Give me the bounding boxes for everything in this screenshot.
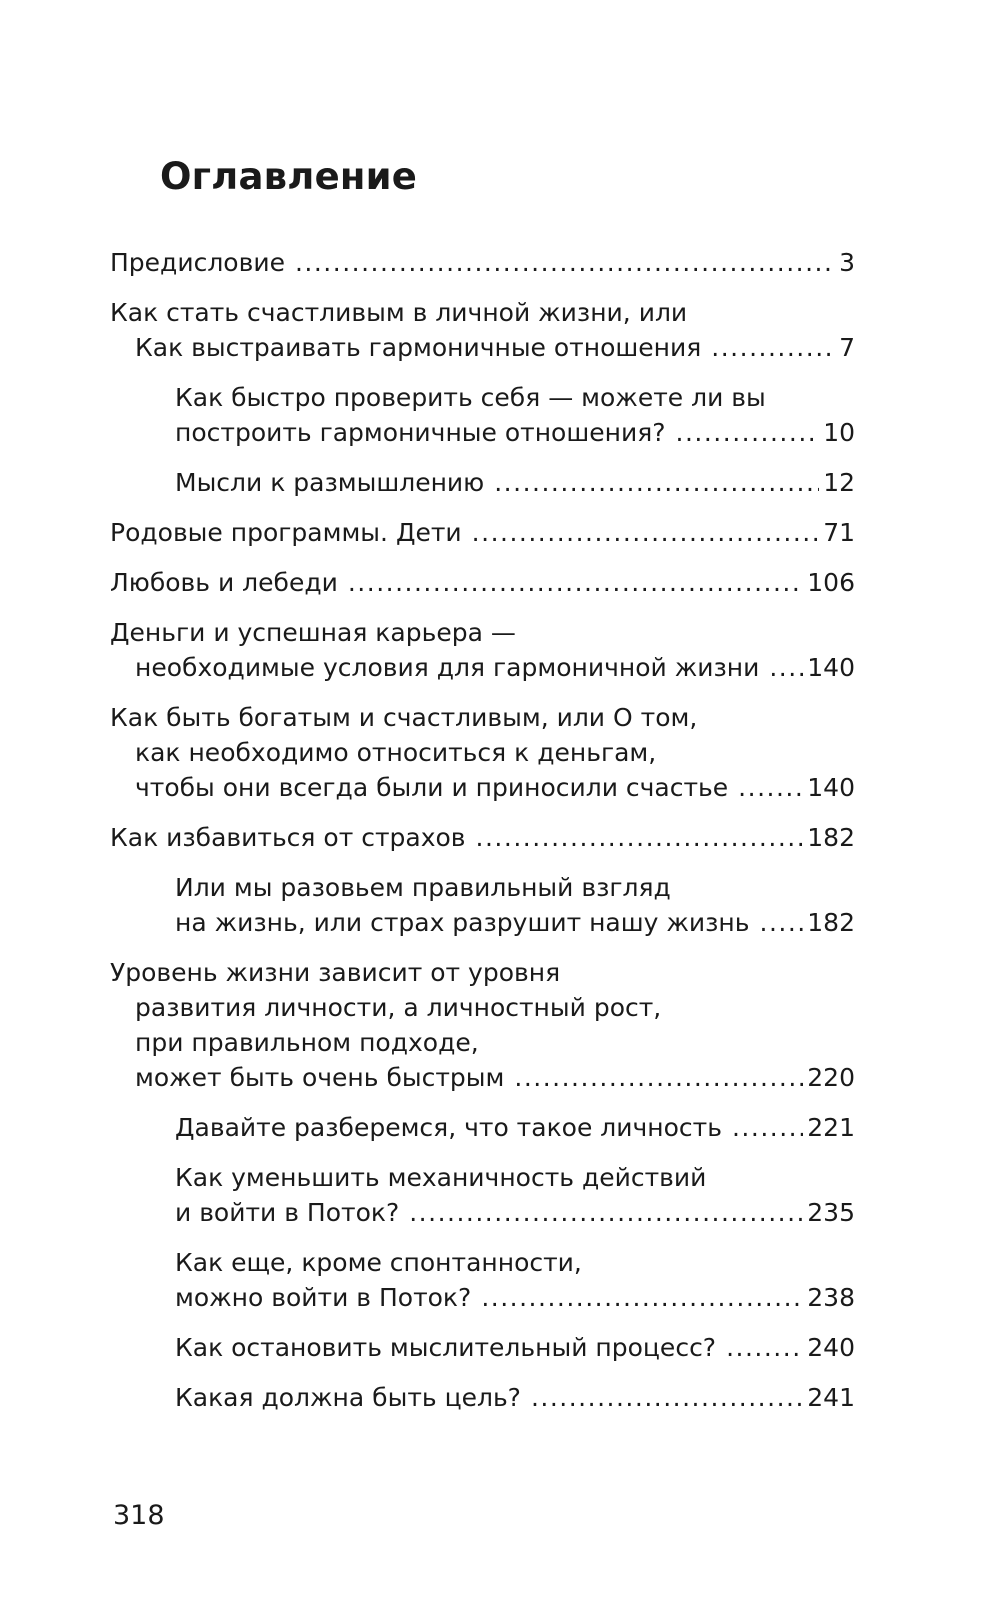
toc-entry-title: Какая должна быть цель? [175, 1383, 521, 1412]
toc-entry-line [175, 1110, 855, 1146]
toc-entry-page: 220 [807, 1063, 855, 1092]
toc-entry-page: 140 [807, 653, 855, 682]
toc-entry-line [175, 380, 766, 416]
page-number: 318 [113, 1500, 165, 1531]
toc-entry-title: Как уменьшить механичность действий [175, 1163, 707, 1192]
toc-entry-title: и войти в Поток? [175, 1198, 400, 1227]
toc-entry-page: 182 [807, 823, 855, 852]
toc-leader-dots [711, 330, 835, 366]
toc-entry-page: 10 [823, 418, 855, 447]
toc-entry-title: построить гармоничные отношения? [175, 418, 666, 447]
toc-entry-title: Давайте разберемся, что такое личность [175, 1113, 722, 1142]
toc-entry-title: Как избавиться от страхов [110, 823, 466, 852]
toc-leader-dots [481, 1280, 803, 1316]
toc-entry-title: Как еще, кроме спонтанности, [175, 1248, 582, 1277]
toc-entry-line [175, 1380, 855, 1416]
toc-leader-dots [409, 1195, 803, 1231]
toc-entry-page: 238 [807, 1283, 855, 1312]
toc-entry-page: 240 [807, 1333, 855, 1362]
toc-entry-page: 241 [807, 1383, 855, 1412]
toc-entry-title: можно войти в Поток? [175, 1283, 472, 1312]
toc-leader-dots [726, 1330, 803, 1366]
toc-leader-dots [494, 465, 819, 501]
toc-entry-line [110, 615, 516, 651]
page-title: Оглавление [160, 155, 418, 198]
toc-entry-line [175, 415, 855, 451]
toc-entry-title: Как стать счастливым в личной жизни, или [110, 298, 688, 327]
toc-entry-line [110, 700, 697, 736]
toc-entry-title: Предисловие [110, 248, 285, 277]
toc-entry-line [110, 565, 855, 601]
toc-entry-line [135, 330, 855, 366]
toc-entry-line [110, 820, 855, 856]
toc-entry-title: Как выстраивать гармоничные отношения [135, 333, 702, 362]
toc-leader-dots [531, 1380, 803, 1416]
toc-entry-title: Или мы разовьем правильный взгляд [175, 873, 671, 902]
toc-entry-page: 140 [807, 773, 855, 802]
toc-leader-dots [760, 905, 804, 941]
toc-entry-title: чтобы они всегда были и приносили счастье [135, 773, 729, 802]
toc-entry-title: Любовь и лебеди [110, 568, 338, 597]
toc-entry-line [135, 1025, 479, 1061]
toc-entry-line [175, 1160, 706, 1196]
toc-entry-title: при правильном подходе, [135, 1028, 479, 1057]
toc-leader-dots [476, 820, 804, 856]
toc-entry-title: необходимые условия для гармоничной жизни [135, 653, 760, 682]
toc-entry-line [175, 1245, 582, 1281]
toc-entry-line [175, 1280, 855, 1316]
toc-leader-dots [676, 415, 820, 451]
toc-entry-line [135, 990, 661, 1026]
toc-entry-page: 221 [807, 1113, 855, 1142]
toc-entry-title: Уровень жизни зависит от уровня [110, 958, 561, 987]
toc-entry-title: Как быстро проверить себя — можете ли вы [175, 383, 766, 412]
toc-entry-line [175, 1330, 855, 1366]
toc-entry-title: может быть очень быстрым [135, 1063, 505, 1092]
toc-entry-line [110, 245, 855, 281]
toc-entry-page: 235 [807, 1198, 855, 1227]
toc-entry-page: 182 [807, 908, 855, 937]
toc-leader-dots [738, 770, 803, 806]
toc-entry-title: Мысли к размышлению [175, 468, 485, 497]
toc-entry-line [135, 770, 855, 806]
toc-entry-line [135, 1060, 855, 1096]
toc-entry-line [135, 735, 656, 771]
toc-entry-page: 7 [839, 333, 855, 362]
toc-entry-title: Как быть богатым и счастливым, или О том, [110, 703, 698, 732]
toc-leader-dots [769, 650, 803, 686]
toc-leader-dots [348, 565, 803, 601]
toc-entry-line [110, 955, 560, 991]
toc-entry-page: 106 [807, 568, 855, 597]
toc-entry-page: 3 [839, 248, 855, 277]
toc-entry-page: 12 [823, 468, 855, 497]
toc-entry-title: Родовые программы. Дети [110, 518, 462, 547]
toc-entry-line [110, 295, 687, 331]
toc-entry-title: Как остановить мыслительный процесс? [175, 1333, 717, 1362]
toc-leader-dots [295, 245, 835, 281]
toc-leader-dots [732, 1110, 803, 1146]
toc-entry-line [175, 1195, 855, 1231]
toc-entry-page: 71 [823, 518, 855, 547]
toc-entry-title: как необходимо относиться к деньгам, [135, 738, 657, 767]
toc-entry-title: Деньги и успешная карьера — [110, 618, 516, 647]
toc-entry-line [135, 650, 855, 686]
toc-entry-title: на жизнь, или страх разрушит нашу жизнь [175, 908, 750, 937]
toc-entry-line [175, 465, 855, 501]
toc-entry-line [110, 515, 855, 551]
toc-entry-line [175, 870, 671, 906]
toc-entry-line [175, 905, 855, 941]
toc-entry-title: развития личности, а личностный рост, [135, 993, 662, 1022]
toc-leader-dots [472, 515, 820, 551]
toc-leader-dots [514, 1060, 803, 1096]
